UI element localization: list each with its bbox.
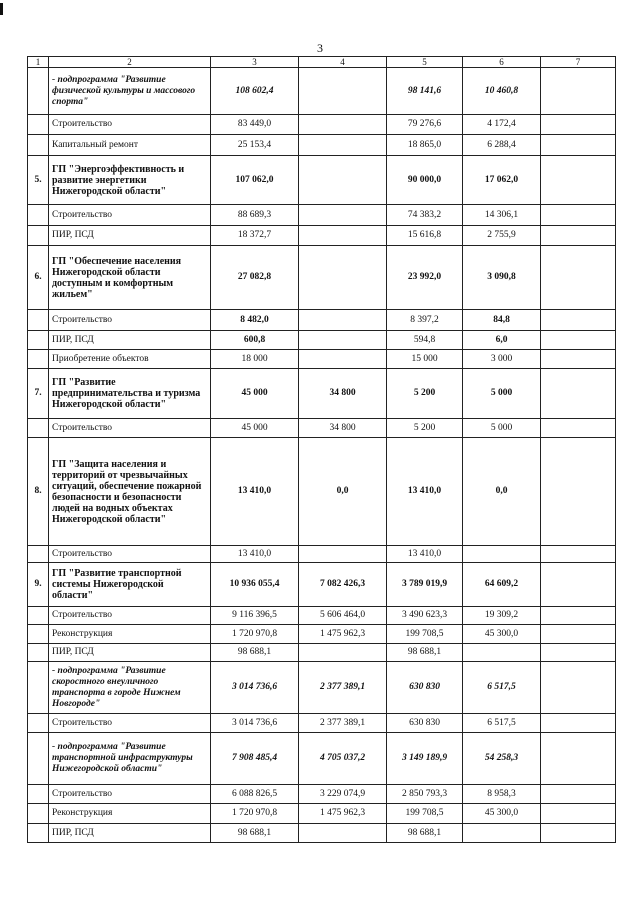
regional-value: 74 383,2 [387, 205, 463, 226]
federal-value: 1 475 962,3 [299, 804, 387, 824]
row-number [28, 804, 49, 824]
row-number [28, 331, 49, 350]
header-cell: 6 [463, 57, 541, 68]
other-value [541, 310, 616, 331]
other-value [541, 246, 616, 310]
table-row [28, 546, 616, 563]
row-number: 8. [28, 438, 49, 546]
other-value [541, 824, 616, 843]
federal-value: 7 082 426,3 [299, 563, 387, 607]
regional-value: 5 200 [387, 419, 463, 438]
federal-value: 0,0 [299, 438, 387, 546]
total-value: 25 153,4 [211, 135, 299, 156]
row-name: ПИР, ПСД [49, 331, 211, 350]
regional-value: 630 830 [387, 714, 463, 733]
row-number [28, 115, 49, 135]
row-name: - подпрограмма "Развитие физической культуры и массового спорта" [49, 68, 211, 115]
other-value [541, 438, 616, 546]
local-value: 0,0 [463, 438, 541, 546]
row-name: Строительство [49, 419, 211, 438]
header-cell: 2 [49, 57, 211, 68]
other-value [541, 733, 616, 785]
total-value: 7 908 485,4 [211, 733, 299, 785]
total-value: 10 936 055,4 [211, 563, 299, 607]
header-row [28, 57, 616, 68]
row-number [28, 714, 49, 733]
regional-value: 5 200 [387, 369, 463, 419]
header-cell: 4 [299, 57, 387, 68]
federal-value [299, 115, 387, 135]
total-value: 108 602,4 [211, 68, 299, 115]
federal-value: 5 606 464,0 [299, 607, 387, 625]
other-value [541, 205, 616, 226]
other-value [541, 369, 616, 419]
federal-value [299, 331, 387, 350]
row-name: ГП "Обеспечение населения Нижегородской области доступным и комфортным жильем" [49, 246, 211, 310]
regional-value: 594,8 [387, 331, 463, 350]
budget-table [27, 56, 616, 843]
other-value [541, 419, 616, 438]
row-name: Строительство [49, 607, 211, 625]
regional-value: 23 992,0 [387, 246, 463, 310]
row-name: Реконструкция [49, 804, 211, 824]
row-name: ГП "Развитие предпринимательства и туризма Нижегородской области" [49, 369, 211, 419]
regional-value: 98 141,6 [387, 68, 463, 115]
federal-value [299, 310, 387, 331]
regional-value: 3 149 189,9 [387, 733, 463, 785]
table-row [28, 246, 616, 310]
regional-value: 630 830 [387, 662, 463, 714]
regional-value: 15 616,8 [387, 226, 463, 246]
total-value: 8 482,0 [211, 310, 299, 331]
table-row [28, 156, 616, 205]
row-name: Строительство [49, 785, 211, 804]
row-number: 5. [28, 156, 49, 205]
regional-value: 13 410,0 [387, 438, 463, 546]
row-number [28, 785, 49, 804]
local-value: 45 300,0 [463, 804, 541, 824]
row-name: Строительство [49, 714, 211, 733]
header-cell: 1 [28, 57, 49, 68]
header-cell: 3 [211, 57, 299, 68]
federal-value: 34 800 [299, 419, 387, 438]
total-value: 9 116 396,5 [211, 607, 299, 625]
local-value: 6 517,5 [463, 714, 541, 733]
federal-value [299, 226, 387, 246]
table-row [28, 438, 616, 546]
local-value: 5 000 [463, 369, 541, 419]
local-value [463, 644, 541, 662]
federal-value: 2 377 389,1 [299, 714, 387, 733]
regional-value: 79 276,6 [387, 115, 463, 135]
table-row [28, 563, 616, 607]
federal-value [299, 246, 387, 310]
table-row [28, 804, 616, 824]
row-number [28, 135, 49, 156]
other-value [541, 546, 616, 563]
local-value: 14 306,1 [463, 205, 541, 226]
table-row [28, 350, 616, 369]
other-value [541, 625, 616, 644]
total-value: 18 000 [211, 350, 299, 369]
table-row [28, 785, 616, 804]
federal-value: 2 377 389,1 [299, 662, 387, 714]
federal-value [299, 350, 387, 369]
page-number: 3 [317, 41, 323, 55]
local-value: 5 000 [463, 419, 541, 438]
row-number [28, 310, 49, 331]
header-cell: 7 [541, 57, 616, 68]
row-name: ГП "Развитие транспортной системы Нижегородской области" [49, 563, 211, 607]
other-value [541, 156, 616, 205]
row-number: 9. [28, 563, 49, 607]
total-value: 107 062,0 [211, 156, 299, 205]
regional-value: 8 397,2 [387, 310, 463, 331]
row-number [28, 546, 49, 563]
other-value [541, 785, 616, 804]
row-name: Реконструкция [49, 625, 211, 644]
local-value: 6,0 [463, 331, 541, 350]
other-value [541, 226, 616, 246]
table-row [28, 662, 616, 714]
row-number: 7. [28, 369, 49, 419]
regional-value: 98 688,1 [387, 824, 463, 843]
row-name: ГП "Защита населения и территорий от чрезвычайных ситуаций, обеспечение пожарной безопасности и безопасности людей на водных объектах Нижегородской области" [49, 438, 211, 546]
other-value [541, 135, 616, 156]
table-row [28, 607, 616, 625]
total-value: 27 082,8 [211, 246, 299, 310]
row-number [28, 350, 49, 369]
table-row [28, 369, 616, 419]
row-name: ПИР, ПСД [49, 824, 211, 843]
table-row [28, 331, 616, 350]
local-value: 4 172,4 [463, 115, 541, 135]
local-value: 84,8 [463, 310, 541, 331]
local-value: 3 090,8 [463, 246, 541, 310]
regional-value: 199 708,5 [387, 625, 463, 644]
total-value: 13 410,0 [211, 438, 299, 546]
row-number [28, 205, 49, 226]
local-value: 6 517,5 [463, 662, 541, 714]
federal-value [299, 205, 387, 226]
header-cell: 5 [387, 57, 463, 68]
row-number [28, 68, 49, 115]
local-value: 8 958,3 [463, 785, 541, 804]
regional-value: 18 865,0 [387, 135, 463, 156]
row-name: Строительство [49, 115, 211, 135]
row-name: Капитальный ремонт [49, 135, 211, 156]
row-number [28, 625, 49, 644]
table-row [28, 625, 616, 644]
total-value: 45 000 [211, 419, 299, 438]
row-name: ПИР, ПСД [49, 226, 211, 246]
local-value [463, 824, 541, 843]
row-number [28, 607, 49, 625]
regional-value: 3 490 623,3 [387, 607, 463, 625]
other-value [541, 115, 616, 135]
row-name: ПИР, ПСД [49, 644, 211, 662]
row-name: Строительство [49, 310, 211, 331]
local-value: 64 609,2 [463, 563, 541, 607]
other-value [541, 714, 616, 733]
other-value [541, 804, 616, 824]
federal-value [299, 546, 387, 563]
row-name: - подпрограмма "Развитие скоростного внеуличного транспорта в городе Нижнем Новгороде" [49, 662, 211, 714]
local-value: 6 288,4 [463, 135, 541, 156]
other-value [541, 68, 616, 115]
regional-value: 3 789 019,9 [387, 563, 463, 607]
other-value [541, 350, 616, 369]
table-row [28, 205, 616, 226]
regional-value: 199 708,5 [387, 804, 463, 824]
local-value: 3 000 [463, 350, 541, 369]
total-value: 13 410,0 [211, 546, 299, 563]
federal-value [299, 644, 387, 662]
total-value: 98 688,1 [211, 644, 299, 662]
total-value: 98 688,1 [211, 824, 299, 843]
total-value: 88 689,3 [211, 205, 299, 226]
federal-value: 3 229 074,9 [299, 785, 387, 804]
regional-value: 2 850 793,3 [387, 785, 463, 804]
total-value: 1 720 970,8 [211, 625, 299, 644]
regional-value: 15 000 [387, 350, 463, 369]
other-value [541, 607, 616, 625]
federal-value [299, 135, 387, 156]
row-number [28, 226, 49, 246]
other-value [541, 563, 616, 607]
local-value: 17 062,0 [463, 156, 541, 205]
total-value: 3 014 736,6 [211, 662, 299, 714]
total-value: 3 014 736,6 [211, 714, 299, 733]
table-row [28, 135, 616, 156]
total-value: 18 372,7 [211, 226, 299, 246]
regional-value: 90 000,0 [387, 156, 463, 205]
total-value: 1 720 970,8 [211, 804, 299, 824]
row-number [28, 662, 49, 714]
row-number [28, 824, 49, 843]
table-row [28, 419, 616, 438]
federal-value [299, 824, 387, 843]
scan-mark [0, 3, 3, 15]
total-value: 600,8 [211, 331, 299, 350]
total-value: 83 449,0 [211, 115, 299, 135]
table-row [28, 68, 616, 115]
federal-value: 1 475 962,3 [299, 625, 387, 644]
local-value: 10 460,8 [463, 68, 541, 115]
total-value: 45 000 [211, 369, 299, 419]
other-value [541, 331, 616, 350]
row-number [28, 644, 49, 662]
regional-value: 98 688,1 [387, 644, 463, 662]
row-number [28, 733, 49, 785]
federal-value [299, 68, 387, 115]
federal-value [299, 156, 387, 205]
table-row [28, 115, 616, 135]
table-row [28, 644, 616, 662]
table-row [28, 310, 616, 331]
row-name: Строительство [49, 546, 211, 563]
local-value: 19 309,2 [463, 607, 541, 625]
other-value [541, 662, 616, 714]
table-row [28, 824, 616, 843]
local-value: 45 300,0 [463, 625, 541, 644]
local-value [463, 546, 541, 563]
table-row [28, 714, 616, 733]
row-name: - подпрограмма "Развитие транспортной инфраструктуры Нижегородской области" [49, 733, 211, 785]
other-value [541, 644, 616, 662]
regional-value: 13 410,0 [387, 546, 463, 563]
table-row [28, 733, 616, 785]
federal-value: 34 800 [299, 369, 387, 419]
local-value: 54 258,3 [463, 733, 541, 785]
row-number: 6. [28, 246, 49, 310]
federal-value: 4 705 037,2 [299, 733, 387, 785]
total-value: 6 088 826,5 [211, 785, 299, 804]
row-name: ГП "Энергоэффективность и развитие энергетики Нижегородской области" [49, 156, 211, 205]
table-row [28, 226, 616, 246]
row-name: Приобретение объектов [49, 350, 211, 369]
local-value: 2 755,9 [463, 226, 541, 246]
row-name: Строительство [49, 205, 211, 226]
row-number [28, 419, 49, 438]
